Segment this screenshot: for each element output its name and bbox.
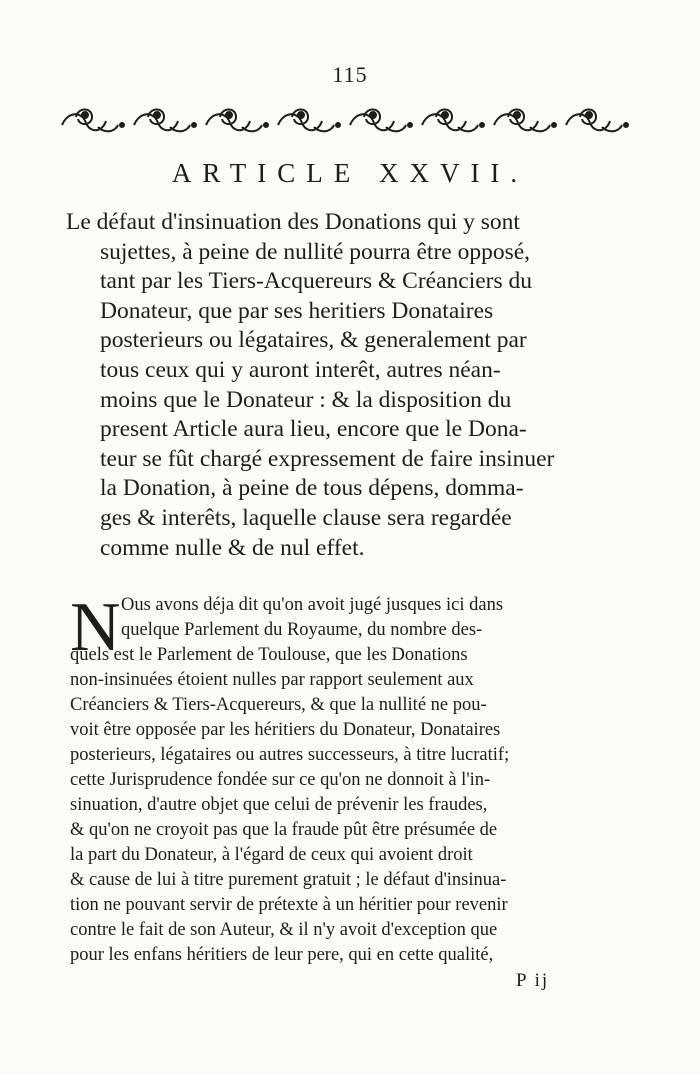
article-line: present Article aura lieu, encore que le Dona- (100, 416, 527, 443)
signature-mark: P ij (516, 970, 550, 991)
commentary-line: & cause de lui à titre purement gratuit ; le défaut d'insinua- (70, 870, 507, 890)
article-line: tant par les Tiers-Acquereurs & Créanciers du (100, 268, 533, 295)
commentary-line: contre le fait de son Auteur, & il n'y avoit d'exception que (70, 920, 498, 940)
article-line: posterieurs ou légataires, & generalement par (100, 327, 527, 354)
article-line: teur se fût chargé expressement de faire insinuer (100, 445, 555, 472)
article-text (66, 208, 636, 563)
article-heading: ARTICLE XXVII. (171, 158, 529, 188)
commentary-line: posterieurs, légataires ou autres successeurs, à titre lucratif; (70, 745, 510, 765)
commentary-line: cette Jurisprudence fondée sur ce qu'on ne donnoit à l'in- (70, 770, 491, 790)
page-number: 115 (332, 62, 368, 87)
commentary-line: & qu'on ne croyoit pas que la fraude pût être présumée de (70, 820, 498, 840)
article-line: Donateur, que par ses heritiers Donataires (100, 297, 494, 324)
commentary-line: non-insinuées étoient nulles par rapport seulement aux (70, 670, 474, 690)
article-line: Le défaut d'insinuation des Donations qui y sont (66, 209, 520, 235)
drop-cap: N (70, 589, 121, 666)
article-line: ges & interêts, laquelle clause sera regardée (100, 504, 512, 531)
article-line: la Donation, à peine de tous dépens, dommа- (100, 475, 524, 502)
commentary-line: pour les enfans héritiers de leur pere, qui en cette qualité, (70, 945, 494, 965)
commentary-line: Ous avons déja dit qu'on avoit jugé jusques ici dans (121, 595, 504, 615)
article-line: tous ceux qui y auront interêt, autres néan- (100, 356, 501, 383)
article-line: sujettes, à peine de nullité pourra être opposé, (100, 238, 531, 265)
article-line: comme nulle & de nul effet. (100, 534, 365, 561)
article-line: moins que le Donateur : & la disposition du (100, 386, 512, 413)
commentary-line: Créanciers & Tiers-Acquereurs, & que la nullité ne pou- (70, 695, 487, 715)
commentary-line: sinuation, d'autre objet que celui de prévenir les fraudes, (70, 795, 488, 815)
commentary-line: tion ne pouvant servir de prétexte à un héritier pour revenir (70, 895, 508, 915)
commentary-line: quels est le Parlement de Toulouse, que les Donations (70, 645, 468, 665)
commentary-line: quelque Parlement du Royaume, du nombre des- (121, 620, 483, 640)
commentary-text (70, 589, 640, 968)
floral-vine-ornament-icon (58, 103, 630, 139)
commentary-line: voit être opposée par les héritiers du Donateur, Donataires (70, 720, 501, 740)
commentary-line: la part du Donateur, à l'égard de ceux qui avoient droit (70, 845, 473, 865)
